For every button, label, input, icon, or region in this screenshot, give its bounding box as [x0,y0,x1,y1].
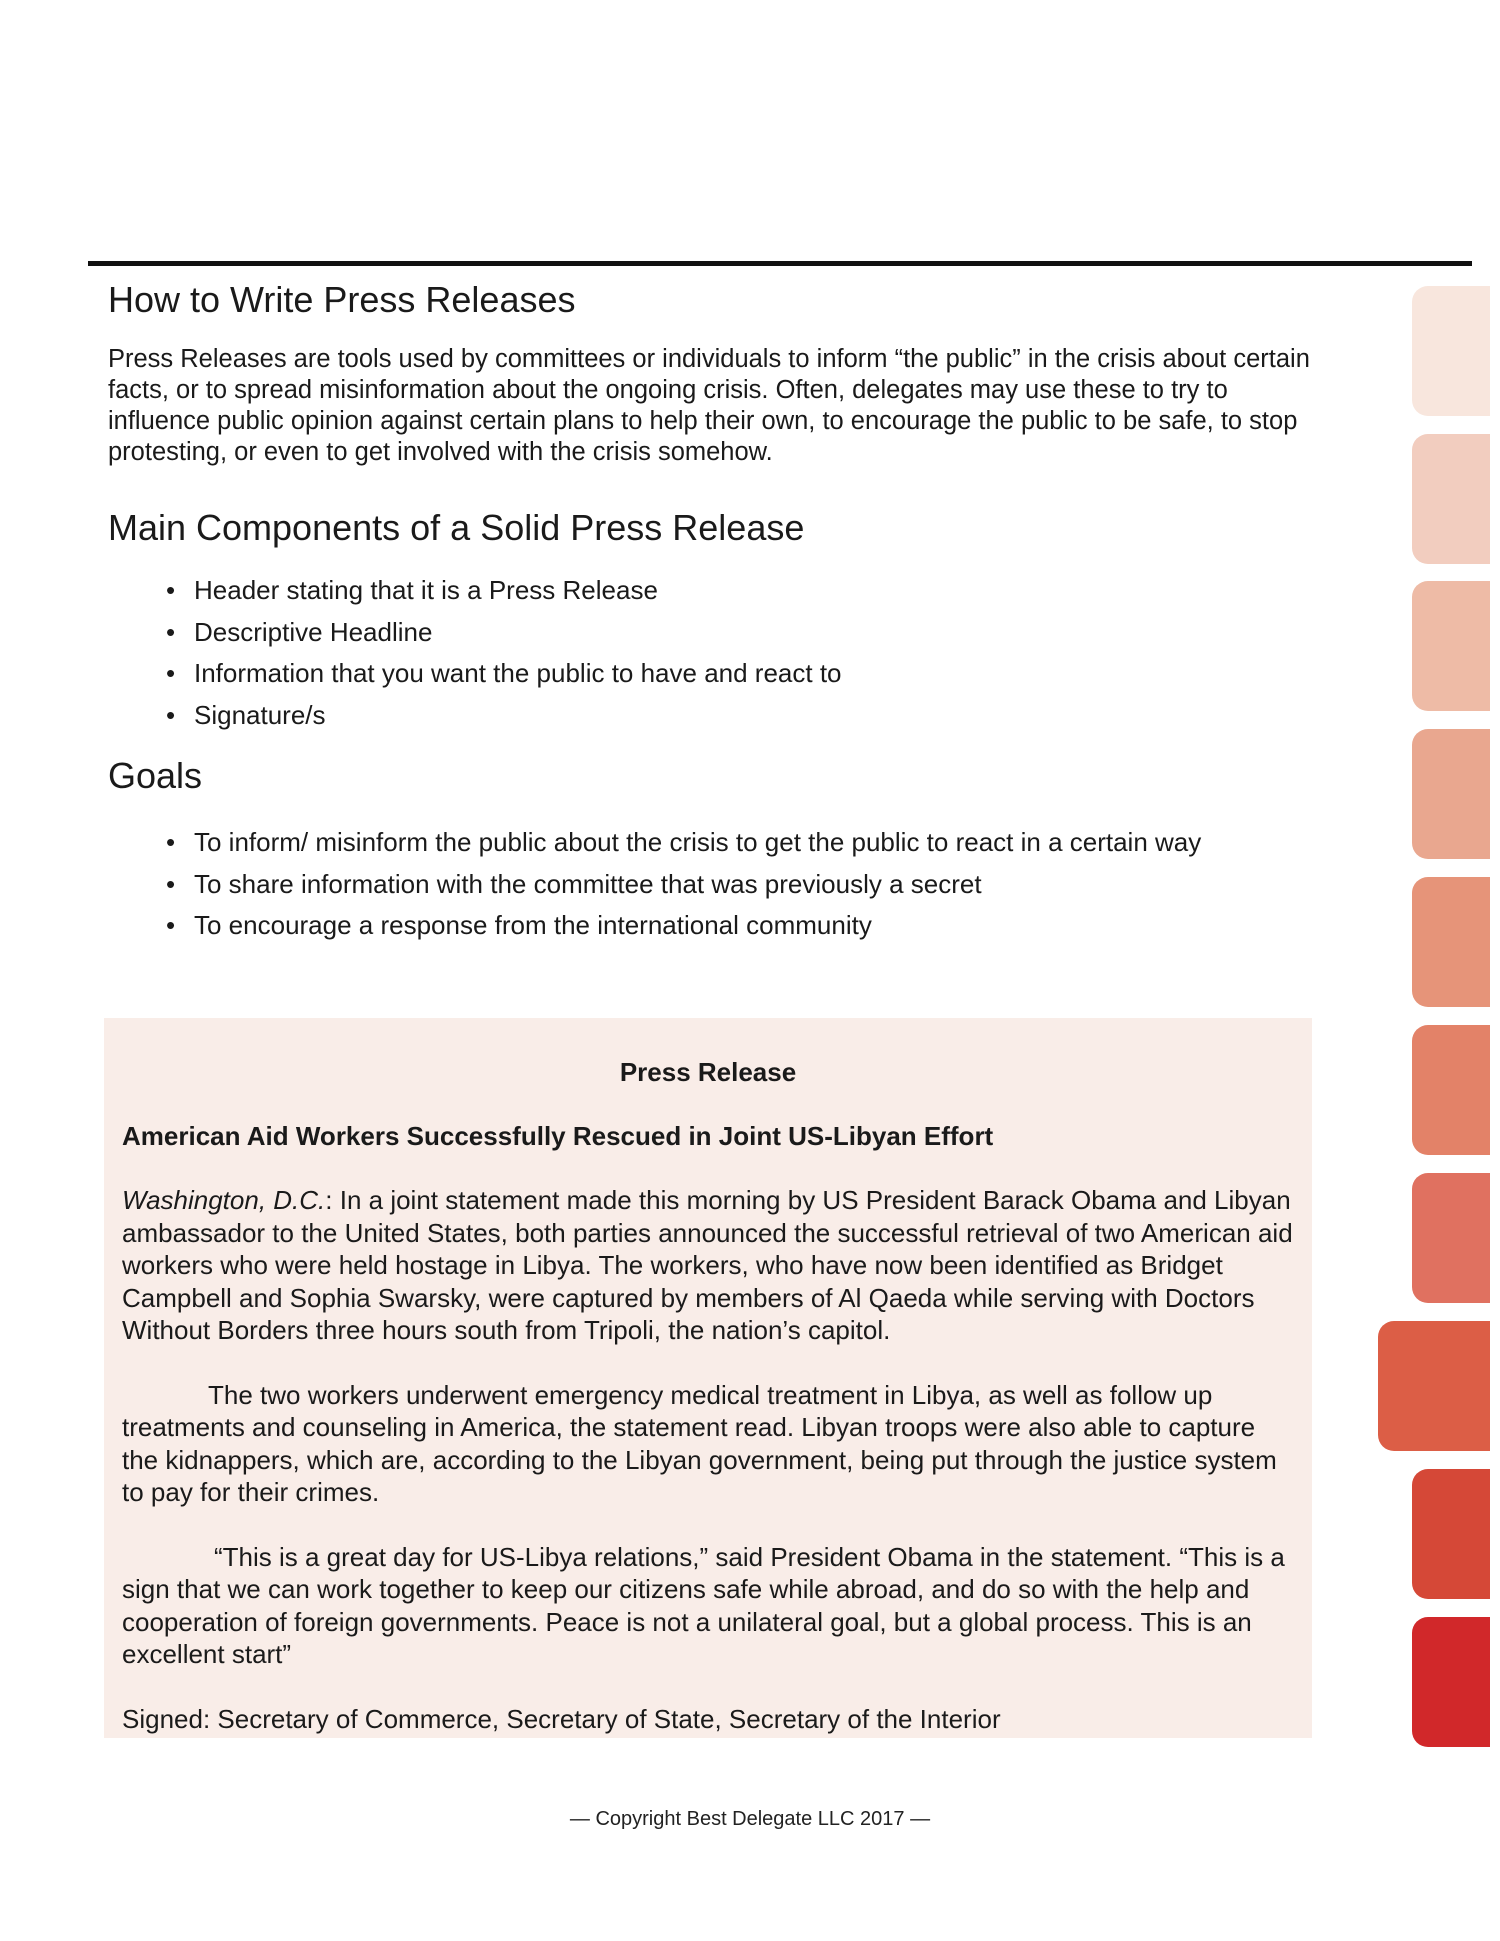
list-item: • To inform/ misinform the public about the crisis to get the public to react in a certain way [166,822,1318,864]
section-tab [1412,877,1490,1007]
components-list [108,570,1318,736]
bullet-icon: • [166,699,176,730]
section-tab [1412,1025,1490,1155]
section-tab [1412,1617,1490,1747]
list-item: • Header stating that it is a Press Release [166,570,1318,612]
bullet-icon: • [166,910,176,940]
list-item: • Information that you want the public to have and react to [166,653,1318,695]
press-release-headline: American Aid Workers Successfully Rescued in Joint US-Libyan Effort [122,1121,994,1151]
section-tab [1412,434,1490,564]
bullet-icon: • [166,616,176,647]
section-tab [1412,1469,1490,1599]
press-release-paragraph: Washington, D.C.: In a joint statement made this morning by US President Barack Obama and Libyan ambassador to the United States, both parties announced the successful retrieval of two American aid workers who were held hostage in Libya. The workers, who have now been identified as Bridget Campbell and Sophia Swarsky, were captured by members of Al Qaeda while serving with Doctors Without Borders three hours south from Tripoli, the nation’s capitol. [122,1185,1293,1345]
bullet-icon: • [166,827,176,857]
section-tab [1412,286,1490,416]
dateline: Washington, D.C. [122,1185,326,1215]
press-release-paragraph: “This is a great day for US-Libya relations,” said President Obama in the statement. “This is a sign that we can work together to keep our citizens safe while abroad, and do so with the help and cooperation of foreign governments. Peace is not a unilateral goal, but a global process. This is an excellent start” [122,1541,1285,1669]
goals-heading: Goals [108,755,203,796]
press-release-example [104,1018,1312,1738]
components-heading: Main Components of a Solid Press Release [108,507,805,548]
bullet-icon: • [166,575,176,605]
goals-list [108,822,1318,947]
intro-paragraph: Press Releases are tools used by committees or individuals to inform “the public” in the crisis about certain facts, or to spread misinformation about the ongoing crisis. Often, delegates may use these to try to influence public opinion against certain plans to help their own, to encourage the public to be safe, to stop protesting, or even to get involved with the crisis somehow. [108,345,1310,466]
section-tab-active [1378,1321,1490,1451]
press-release-paragraph: The two workers underwent emergency medical treatment in Libya, as well as follow up treatments and counseling in America, the statement read. Libyan troops were also able to capture the kidnappers, which are, according to the Libyan government, being put through the justice system to pay for their crimes. [122,1379,1277,1507]
press-release-body [122,1184,1294,1671]
list-item: • Descriptive Headline [166,612,1318,654]
press-release-header: Press Release [619,1057,797,1087]
main-content [108,278,1318,947]
press-release-signature: Signed: Secretary of Commerce, Secretary of State, Secretary of the Interior [122,1703,1001,1734]
list-item: • To share information with the committee that was previously a secret [166,864,1318,906]
section-tab [1412,729,1490,859]
page-title: How to Write Press Releases [108,279,576,320]
list-item: • Signature/s [166,695,1318,737]
list-item: • To encourage a response from the international community [166,905,1318,947]
section-tab [1412,581,1490,711]
bullet-icon: • [166,868,176,899]
bullet-icon: • [166,658,176,688]
section-tab [1412,1173,1490,1303]
top-rule [88,261,1472,266]
copyright-footer: — Copyright Best Delegate LLC 2017 — [569,1808,931,1830]
